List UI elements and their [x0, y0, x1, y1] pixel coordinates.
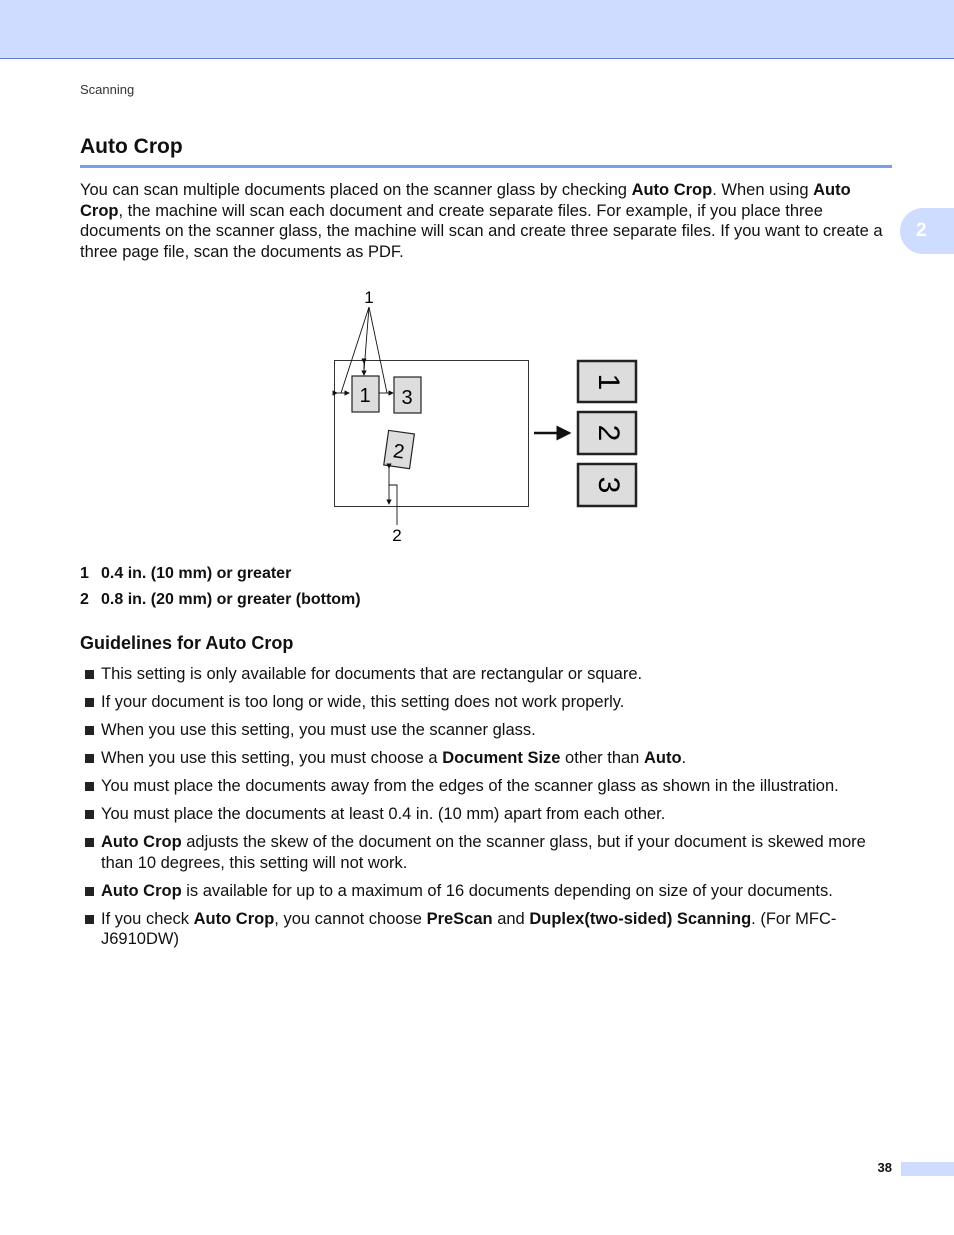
emphasis-term: Auto Crop	[101, 881, 182, 900]
header-band	[0, 0, 954, 59]
svg-text:3: 3	[401, 387, 413, 409]
text-run: If you check	[101, 909, 194, 928]
glass-doc-3	[394, 377, 421, 413]
title-rule	[80, 165, 892, 168]
section-title: Auto Crop	[80, 135, 183, 158]
text-run: . (For MFC-J6910DW)	[101, 909, 837, 948]
guideline-item	[85, 748, 893, 769]
text-run: When you use this setting, you must use the scanner glass.	[101, 721, 536, 739]
intro-paragraph	[80, 180, 892, 262]
guideline-item	[85, 909, 893, 950]
guideline-item	[85, 832, 893, 873]
text-run: .	[681, 749, 687, 767]
svg-text:1: 1	[359, 385, 371, 407]
emphasis-term: PreScan	[426, 909, 493, 928]
guidelines-heading: Guidelines for Auto Crop	[80, 633, 294, 653]
square-bullet-icon	[85, 810, 94, 819]
text-run: , the machine will scan each document and create separate files. For example, if you place three documents on the scanner glass, the machine will scan and create three separate files. If you want to create a three page file, scan the documents as PDF.	[80, 201, 883, 261]
square-bullet-icon	[85, 915, 94, 924]
guideline-item	[85, 720, 893, 741]
footer-band	[901, 1162, 954, 1176]
square-bullet-icon	[85, 782, 94, 791]
text-run: is available for up to a maximum of 16 documents depending on size of your documents.	[181, 881, 833, 900]
guidelines-list	[85, 664, 893, 957]
running-head: Scanning	[80, 82, 135, 97]
legend-text: 0.8 in. (20 mm) or greater (bottom)	[101, 591, 361, 608]
emphasis-term: Auto Crop	[631, 181, 713, 199]
guideline-item	[85, 776, 893, 797]
output-page-3	[578, 464, 636, 506]
chapter-tab[interactable]: 2	[900, 208, 954, 254]
guideline-item	[85, 692, 893, 713]
emphasis-term: Auto	[643, 749, 682, 767]
text-run: This setting is only available for documents that are rectangular or square.	[101, 665, 643, 683]
text-run: You can scan multiple documents placed on the scanner glass by checking	[80, 181, 632, 199]
legend-item-2	[80, 591, 361, 609]
text-run: You must place the documents away from the edges of the scanner glass as shown in the illustration.	[101, 777, 839, 795]
emphasis-term: Auto Crop	[80, 181, 851, 220]
square-bullet-icon	[85, 887, 94, 896]
guideline-item	[85, 881, 893, 902]
guideline-item	[85, 664, 893, 685]
output-page-1	[578, 361, 636, 402]
svg-text:2: 2	[592, 424, 626, 442]
legend-item-1	[80, 565, 291, 583]
emphasis-term: Auto Crop	[101, 833, 182, 851]
page-number: 38	[877, 1160, 892, 1175]
text-run: When you use this setting, you must choose a	[101, 749, 443, 767]
square-bullet-icon	[85, 670, 94, 679]
glass-doc-2	[384, 430, 415, 468]
emphasis-term: Duplex(two-sided) Scanning	[529, 909, 752, 928]
output-page-2	[578, 412, 636, 454]
legend-number: 1	[80, 565, 89, 582]
square-bullet-icon	[85, 726, 94, 735]
square-bullet-icon	[85, 754, 94, 763]
emphasis-term: Document Size	[442, 749, 561, 767]
svg-text:2: 2	[391, 440, 406, 464]
text-run: adjusts the skew of the document on the scanner glass, but if your document is skewed more than 10 degrees, this setting will not work.	[101, 833, 866, 872]
auto-crop-illustration	[325, 285, 645, 550]
text-run: . When using	[712, 181, 814, 199]
text-run: other than	[560, 749, 644, 767]
glass-doc-1	[352, 376, 379, 412]
text-run: You must place the documents at least 0.4 in. (10 mm) apart from each other.	[101, 805, 666, 823]
text-run: and	[492, 909, 530, 928]
emphasis-term: Auto Crop	[193, 909, 275, 928]
text-run: If your document is too long or wide, this setting does not work properly.	[101, 693, 625, 711]
square-bullet-icon	[85, 698, 94, 707]
legend-text: 0.4 in. (10 mm) or greater	[101, 565, 292, 582]
callout-1-label: 1	[364, 288, 374, 307]
svg-text:3: 3	[592, 476, 626, 494]
svg-text:1: 1	[592, 373, 626, 391]
callout-2-label: 2	[392, 526, 402, 545]
legend-number: 2	[80, 591, 89, 608]
text-run: , you cannot choose	[274, 909, 427, 928]
guideline-item	[85, 804, 893, 825]
square-bullet-icon	[85, 838, 94, 847]
